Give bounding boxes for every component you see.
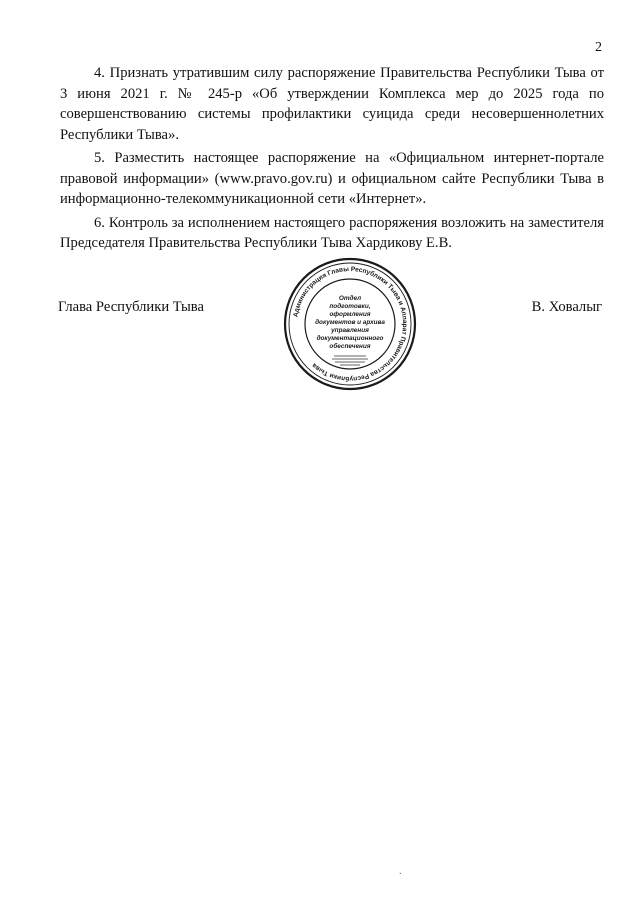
signatory-name: В. Ховалыг xyxy=(531,299,602,315)
seal-center-line-2: подготовки, xyxy=(329,303,371,310)
paragraph-4: 4. Признать утратившим силу распоряжение Правительства Республики Тыва от 3 июня 2021 г. № 245-р «Об утверждении Комплекса мер до 2025 года по совершенствованию системы профилактики суицида среди несовершеннолетних Республики Тыва». xyxy=(60,65,604,143)
paragraph-5: 5. Разместить настоящее распоряжение на «Официальном интернет-портале правовой информации» (www.pravo.gov.ru) и официальном сайте Республики Тыва в информационно-телекоммуникационной сети «Интернет». xyxy=(60,150,604,207)
seal-center-line-3: оформления xyxy=(329,311,371,318)
signatory-position: Глава Республики Тыва xyxy=(58,299,204,315)
seal-center-line-7: обеспечения xyxy=(329,343,371,350)
seal-center-line-4: документов и архива xyxy=(315,319,385,326)
document-body xyxy=(60,63,604,257)
seal-ring-text: Администрация Главы Республики Тыва и Аппарат Правительства Республики Тыва xyxy=(292,265,409,383)
seal-bottom-hatch xyxy=(332,356,368,365)
page-number: 2 xyxy=(595,40,602,55)
footer-mark: . xyxy=(399,866,402,877)
seal-center-line-6: документационного xyxy=(316,335,384,342)
paragraph-6: 6. Контроль за исполнением настоящего распоряжения возложить на заместителя Председателя Правительства Республики Тыва Хардикову Е.В. xyxy=(60,214,604,251)
seal-center-line-5: управления xyxy=(331,327,369,334)
seal-center-line-1: Отдел xyxy=(338,295,362,302)
official-seal-stamp xyxy=(282,256,418,392)
